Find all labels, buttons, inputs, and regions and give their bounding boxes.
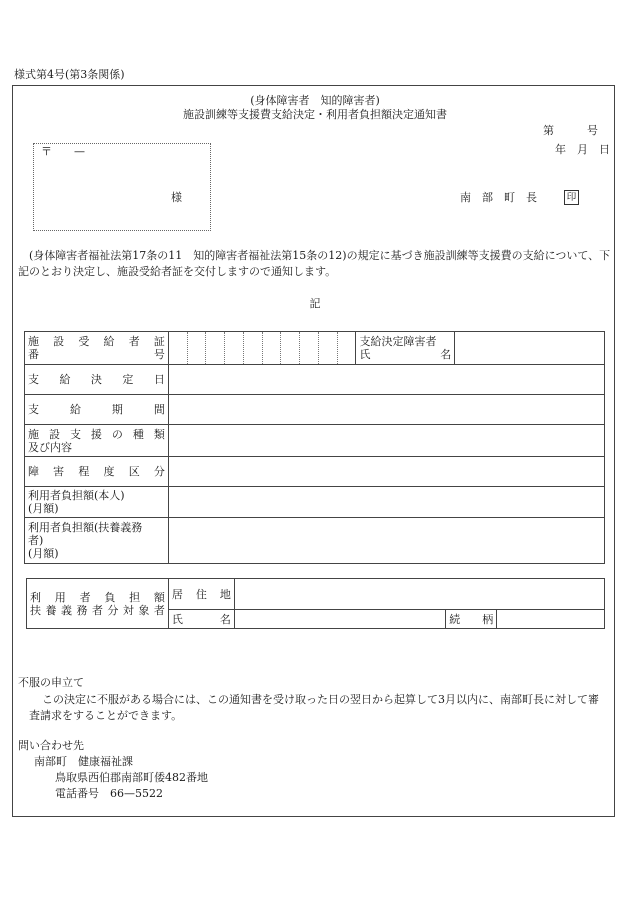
certificate-number-label-line1 [28, 335, 165, 348]
issuer-title: 南 部 町 長 [460, 191, 537, 204]
appeal-heading: 不服の申立て [18, 676, 84, 689]
residence-value[interactable] [234, 579, 604, 610]
label-char: 者 [91, 603, 103, 617]
disability-class-label [28, 465, 165, 478]
label-char: 期 [111, 403, 123, 416]
contact-address: 鳥取県西伯郡南部町倭482番地 [55, 771, 208, 784]
label-char: 設 [53, 335, 65, 348]
label-char: 分 [107, 603, 119, 617]
supporter-target-label-line1 [30, 591, 165, 604]
residence-label [172, 588, 231, 601]
label-char: 援 [90, 427, 102, 441]
decision-date-value[interactable] [168, 365, 604, 395]
burden-self-label-line1: 利用者負担額(本人) [28, 489, 125, 502]
label-char: 程 [78, 465, 90, 478]
burden-self-label [25, 487, 169, 518]
burden-supporter-label-line1: 利用者負担額(扶養義務 [28, 521, 143, 534]
label-char: 務 [76, 603, 88, 617]
label-char: 名 [219, 612, 231, 626]
supporter-name-value[interactable] [234, 610, 445, 629]
label-char: 給 [103, 335, 115, 348]
label-char: 支 [69, 427, 81, 441]
burden-supporter-label-line3: (月額) [28, 547, 59, 560]
label-char: 利 [30, 590, 41, 604]
label-char: 定 [122, 373, 134, 386]
label-char: 負 [104, 590, 116, 604]
label-char: 給 [59, 373, 71, 386]
label-char: 者 [128, 335, 140, 348]
appeal-text: この決定に不服がある場合には、この通知書を受け取った日の翌日から起算して3月以内に、南部町長に対して審査請求をすることができます。 [29, 693, 599, 722]
label-char: の [111, 427, 123, 441]
seal-mark: 印 [564, 190, 579, 205]
label-char: 養 [45, 603, 57, 617]
label-char: 支 [28, 403, 39, 416]
label-char: 居 [171, 587, 183, 601]
burden-self-label-line2: (月額) [28, 502, 59, 515]
support-period-value[interactable] [168, 395, 604, 425]
label-char: 者 [153, 603, 165, 617]
decision-table [24, 331, 605, 564]
burden-supporter-label-line2: 者) [28, 534, 44, 547]
recipient-address-box [33, 143, 211, 231]
label-char: 続 [449, 612, 461, 626]
title-sub: (身体障害者 知的障害者) [250, 94, 380, 107]
label-char: 日 [153, 373, 165, 386]
supporter-target-label-line2 [30, 604, 165, 617]
document-title: 施設訓練等支援費支給決定・利用者負担額決定通知書 [183, 108, 447, 121]
recipient-honorific: 様 [171, 191, 182, 204]
label-char: 番 [28, 348, 39, 361]
issue-date: 年 月 日 [555, 143, 610, 156]
certificate-number-cells[interactable] [168, 332, 356, 365]
contact-heading: 問い合わせ先 [18, 739, 84, 752]
label-char: 間 [153, 403, 165, 416]
burden-supporter-value[interactable] [168, 518, 604, 564]
label-char: 度 [103, 465, 115, 478]
supporter-table [26, 578, 605, 629]
contact-department: 南部町 健康福祉課 [34, 755, 133, 768]
support-type-label [25, 425, 169, 457]
label-char: 氏 [171, 612, 183, 626]
label-char: 者 [79, 590, 91, 604]
label-char: 設 [48, 427, 60, 441]
decision-person-label-line1: 支給決定障害者 [359, 335, 437, 348]
supporter-name-label [172, 613, 231, 626]
label-char: 柄 [482, 612, 494, 626]
decision-date-label [28, 373, 165, 386]
label-char: 名 [440, 348, 452, 361]
label-char: 氏 [359, 348, 371, 361]
relation-value[interactable] [497, 610, 605, 629]
burden-supporter-label [25, 518, 169, 564]
decision-person-label-line2 [359, 348, 451, 361]
label-char: 地 [219, 587, 231, 601]
label-char: 義 [60, 603, 72, 617]
disability-class-value[interactable] [168, 457, 604, 487]
relation-label [449, 613, 493, 626]
document-number: 第 号 [543, 124, 598, 137]
label-char: 種 [132, 427, 144, 441]
label-char: 支 [28, 373, 39, 386]
label-char: 給 [69, 403, 81, 416]
label-char: 住 [195, 587, 207, 601]
support-type-label-line2: 及び内容 [28, 440, 72, 454]
decision-person-value[interactable] [455, 332, 605, 365]
form-code: 様式第4号(第3条関係) [14, 68, 125, 81]
ki-label: 記 [309, 297, 321, 310]
support-type-label-line1 [28, 428, 165, 441]
support-type-value[interactable] [168, 425, 604, 457]
label-char: 区 [128, 465, 140, 478]
label-char: 障 [28, 465, 39, 478]
support-period-label [28, 403, 165, 416]
label-char: 対 [122, 603, 134, 617]
label-char: 象 [138, 603, 150, 617]
label-char: 決 [90, 373, 102, 386]
label-char: 分 [153, 465, 165, 478]
label-char: 受 [78, 335, 90, 348]
burden-self-value[interactable] [168, 487, 604, 518]
decision-person-label [356, 332, 455, 365]
label-char: 類 [153, 427, 165, 441]
label-char: 用 [54, 590, 66, 604]
label-char: 証 [153, 335, 165, 348]
contact-phone: 電話番号 66—5522 [55, 787, 163, 800]
label-char: 施 [28, 335, 39, 348]
certificate-number-label [25, 332, 169, 365]
label-char: 扶 [30, 603, 41, 617]
label-char: 額 [153, 590, 165, 604]
label-char: 号 [153, 348, 165, 361]
postal-code-mark: 〒 — [41, 145, 85, 158]
supporter-target-label [27, 579, 169, 629]
label-char: 害 [53, 465, 65, 478]
certificate-number-label-line2 [28, 348, 165, 361]
label-char: 施 [28, 427, 39, 441]
intro-text: (身体障害者福祉法第17条の11 知的障害者福祉法第15条の12)の規定に基づき施設訓練等支援費の支給について、下記のとおり決定し、施設受給者証を交付しますので通知します。 [18, 249, 611, 278]
label-char: 担 [129, 590, 141, 604]
